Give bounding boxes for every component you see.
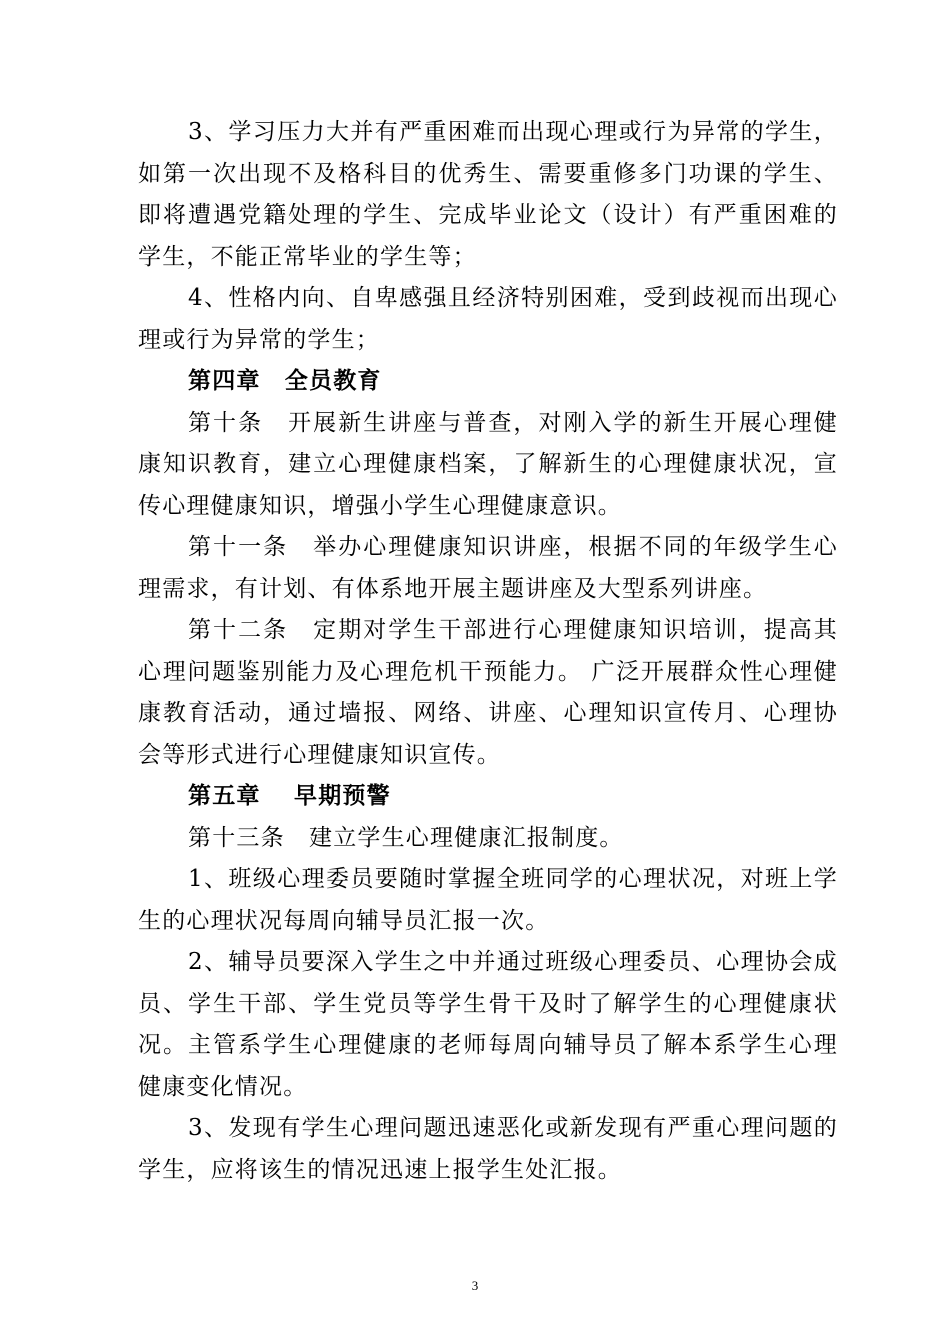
article-13-item-3: 3、发现有学生心理问题迅速恶化或新发现有严重心理问题的学生，应将该生的情况迅速上报学生处汇报。	[138, 1115, 838, 1183]
document-body	[138, 112, 838, 1191]
chapter-heading-4: 第四章 全员教育	[188, 368, 382, 394]
page-number: 3	[471, 1278, 479, 1293]
paragraph-item-3: 3、学习压力大并有严重困难而出现心理或行为异常的学生，如第一次出现不及格科目的优秀生、需要重修多门功课的学生、即将遭遇党籍处理的学生、完成毕业论文（设计）有严重困难的学生，不能正常毕业的学生等；	[138, 119, 838, 270]
article-13-item-1: 1、班级心理委员要随时掌握全班同学的心理状况，对班上学生的心理状况每周向辅导员汇报一次。	[138, 866, 838, 934]
chapter-heading-5: 第五章 早期预警	[188, 783, 391, 809]
article-12: 第十二条 定期对学生干部进行心理健康知识培训，提高其心理问题鉴别能力及心理危机干预能力。 广泛开展群众性心理健康教育活动，通过墙报、网络、讲座、心理知识宣传月、心理协会等形式进行心理健康知识宣传。	[138, 617, 838, 768]
article-11: 第十一条 举办心理健康知识讲座，根据不同的年级学生心理需求，有计划、有体系地开展主题讲座及大型系列讲座。	[138, 534, 838, 602]
article-13: 第十三条 建立学生心理健康汇报制度。	[188, 824, 624, 851]
paragraph-item-4: 4、性格内向、自卑感强且经济特别困难，受到歧视而出现心理或行为异常的学生；	[138, 285, 838, 353]
article-10: 第十条 开展新生讲座与普查，对刚入学的新生开展心理健康知识教育，建立心理健康档案，了解新生的心理健康状况，宣传心理健康知识，增强小学生心理健康意识。	[138, 409, 838, 519]
article-13-item-2: 2、辅导员要深入学生之中并通过班级心理委员、心理协会成员、学生干部、学生党员等学生骨干及时了解学生的心理健康状况。主管系学生心理健康的老师每周向辅导员了解本系学生心理健康变化情况。	[138, 949, 838, 1100]
